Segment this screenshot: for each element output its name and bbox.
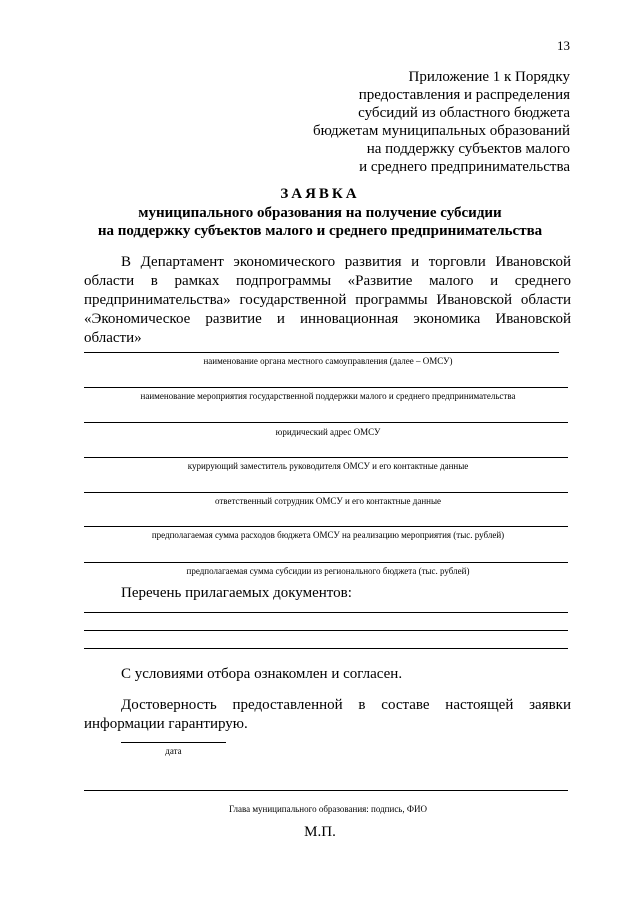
municipality-name-field[interactable] xyxy=(84,352,559,353)
date-caption: дата xyxy=(165,746,182,756)
field-caption: наименование мероприятия государственной поддержки малого и среднего предпринимательства xyxy=(140,391,516,401)
field-caption: курирующий заместитель руководителя ОМСУ и его контактные данные xyxy=(187,461,469,471)
documents-heading: Перечень прилагаемых документов: xyxy=(121,585,352,601)
documents-line[interactable] xyxy=(84,630,568,631)
appendix-line: субсидий из областного бюджета xyxy=(358,105,570,121)
signature-field[interactable] xyxy=(84,790,568,791)
documents-line[interactable] xyxy=(84,612,568,613)
document-subtitle xyxy=(0,204,640,240)
field-caption: предполагаемая сумма субсидии из регионального бюджета (тыс. рублей) xyxy=(186,566,470,576)
appendix-line: бюджетам муниципальных образований xyxy=(312,123,570,139)
appendix-line: и среднего предпринимательства xyxy=(359,159,570,175)
deputy-head-field[interactable] xyxy=(84,457,568,458)
guarantee-statement: Достоверность предоставленной в составе настоящей заявки информации гарантирую. xyxy=(84,697,571,732)
page-number: 13 xyxy=(557,38,570,53)
legal-address-field[interactable] xyxy=(84,422,568,423)
subtitle-line: муниципального образования на получение субсидии xyxy=(138,205,502,221)
omsu-expenses-field[interactable] xyxy=(84,526,568,527)
responsible-employee-field[interactable] xyxy=(84,492,568,493)
documents-line[interactable] xyxy=(84,648,568,649)
field-caption: наименование органа местного самоуправления (далее – ОМСУ) xyxy=(203,356,453,366)
appendix-line: предоставления и распределения xyxy=(358,87,570,103)
field-caption: юридический адрес ОМСУ xyxy=(275,427,381,437)
appendix-line: Приложение 1 к Порядку xyxy=(408,69,570,85)
stamp-place: М.П. xyxy=(304,824,336,840)
subtitle-line: на поддержку субъектов малого и среднего предпринимательства xyxy=(97,223,543,239)
intro-paragraph: В Департамент экономического развития и торговли Ивановской области в рамках подпрограммы «Развитие малого и среднего предпринимательства» государственной программы Ивановской области «Экономическое развитие и инновационная экономика Ивановской области» xyxy=(84,254,571,346)
appendix-line: на поддержку субъектов малого xyxy=(366,141,570,157)
date-field[interactable] xyxy=(121,742,226,743)
field-caption: предполагаемая сумма расходов бюджета ОМСУ на реализацию мероприятия (тыс. рублей) xyxy=(151,530,505,540)
appendix-header xyxy=(240,68,570,176)
regional-subsidy-field[interactable] xyxy=(84,562,568,563)
signature-caption: Глава муниципального образования: подпись, ФИО xyxy=(228,804,428,814)
agreement-statement: С условиями отбора ознакомлен и согласен. xyxy=(121,666,403,682)
field-caption: ответственный сотрудник ОМСУ и его контактные данные xyxy=(214,496,442,506)
support-measure-field[interactable] xyxy=(84,387,568,388)
document-title: ЗАЯВКА xyxy=(280,186,360,202)
